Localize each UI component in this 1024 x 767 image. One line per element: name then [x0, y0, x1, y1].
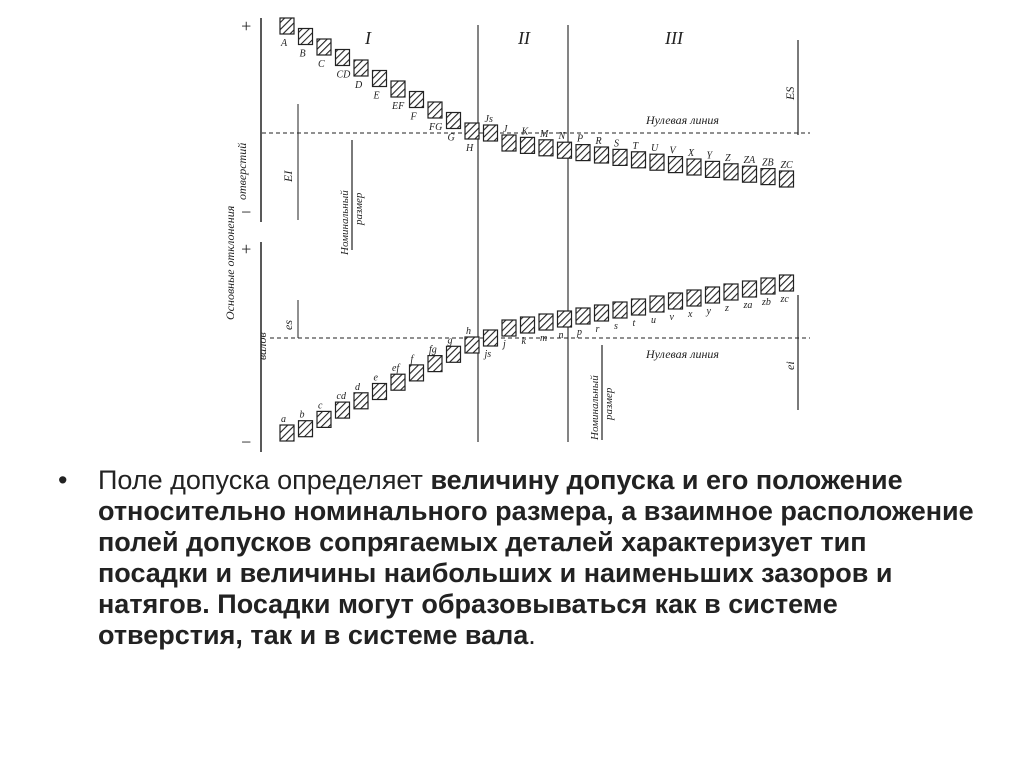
shaft-letter-ef: ef [392, 363, 400, 375]
shaft-letter-p: p [577, 327, 582, 338]
hole-field-n [558, 142, 572, 158]
hole-letter-r: R [595, 136, 602, 147]
shaft-letter-zb: zb [762, 297, 771, 308]
hole-letter-v: V [669, 145, 676, 157]
shaft-field-zb [761, 278, 775, 294]
roman-label-3: III [665, 28, 683, 48]
hole-letter-b: B [299, 48, 306, 60]
hole-letter-y: Y [706, 150, 713, 162]
shaft-field-g [447, 346, 461, 362]
shafts-minus-sign: − [240, 432, 253, 452]
holes-zero-line-label: Нулевая линия [646, 113, 719, 127]
shaft-letter-d: d [355, 381, 360, 393]
hole-field-v [669, 157, 683, 173]
hole-field-k [521, 137, 535, 153]
hole-letter-ef: EF [392, 101, 405, 112]
shaft-letter-y: y [706, 306, 711, 317]
shafts-plus-sign: + [240, 239, 253, 259]
hole-field-js [484, 125, 498, 141]
hole-letter-g: G [447, 132, 455, 144]
shafts-zero-line-label: Нулевая линия [646, 347, 719, 361]
shaft-letter-v: v [669, 312, 674, 323]
hole-letter-zc: ZC [780, 160, 793, 171]
tolerance-fields-diagram [210, 0, 840, 462]
hole-field-c [317, 39, 331, 55]
shaft-letter-r: r [595, 324, 600, 335]
shaft-letter-m: m [540, 333, 548, 344]
hole-field-za [743, 166, 757, 182]
shaft-field-a [280, 425, 294, 441]
hole-letter-a: A [281, 38, 288, 49]
ei-label: ei [783, 361, 797, 370]
hole-letter-u: U [651, 143, 659, 155]
shaft-field-z [724, 284, 738, 300]
shaft-letter-h: h [466, 326, 471, 337]
shaft-letter-j: j [503, 339, 506, 350]
shaft-field-ef [391, 374, 405, 390]
shaft-field-s [613, 302, 627, 318]
hole-field-x [687, 159, 701, 175]
hole-field-cd [336, 50, 350, 66]
holes-plus-sign: + [240, 16, 253, 36]
hole-letter-j: J [503, 124, 508, 135]
shaft-field-n [558, 311, 572, 327]
hole-tolerance-fields [280, 18, 794, 187]
shaft-field-x [687, 290, 701, 306]
shaft-field-js [484, 330, 498, 346]
ES-label: ES [783, 86, 797, 100]
shaft-field-p [576, 308, 590, 324]
hole-letter-za: ZA [743, 155, 756, 167]
roman-label-1: I [365, 28, 371, 48]
shaft-letter-cd: cd [336, 391, 346, 403]
hole-letter-zb: ZB [762, 157, 774, 169]
shaft-field-f [410, 365, 424, 381]
shaft-letter-s: s [614, 321, 618, 332]
hole-field-a [280, 18, 294, 34]
shaft-field-cd [336, 402, 350, 418]
hole-field-j [502, 135, 516, 151]
hole-field-z [724, 164, 738, 180]
shaft-letter-e: e [373, 372, 378, 384]
hole-field-r [595, 147, 609, 163]
hole-field-g [447, 113, 461, 129]
hole-field-zc [780, 171, 794, 187]
shaft-field-t [632, 299, 646, 315]
shaft-field-za [743, 281, 757, 297]
axis-label-holes: отверстий [235, 142, 249, 200]
hole-letter-n: N [558, 131, 566, 143]
hole-letter-m: M [540, 128, 549, 140]
shaft-letter-js: js [484, 349, 492, 360]
shaft-letter-a: a [281, 414, 286, 425]
bullet-text-normal: Поле допуска определяет [98, 465, 431, 495]
hole-letter-x: X [688, 148, 695, 159]
shaft-field-m [539, 314, 553, 330]
shaft-field-k [521, 317, 535, 333]
holes-minus-sign: − [240, 202, 253, 222]
shaft-field-u [650, 296, 664, 312]
EI-label: EI [281, 170, 295, 182]
hole-field-f [410, 92, 424, 108]
shafts-nominal-label-2: размер [603, 387, 615, 420]
diagram-svg [210, 0, 840, 462]
hole-letter-k: K [521, 126, 529, 138]
holes-nominal-label-1: Номинальный [339, 190, 351, 255]
shaft-letter-n: n [558, 330, 564, 341]
hole-letter-e: E [373, 90, 380, 102]
shaft-field-r [595, 305, 609, 321]
hole-letter-cd: CD [336, 69, 351, 81]
hole-field-d [354, 60, 368, 76]
shaft-letter-k: k [521, 336, 526, 347]
shaft-field-d [354, 393, 368, 409]
hole-field-e [373, 71, 387, 87]
hole-letter-d: D [355, 80, 363, 91]
hole-letter-z: Z [725, 152, 731, 164]
hole-field-b [299, 29, 313, 45]
shaft-letter-fg: fg [429, 344, 437, 356]
shaft-letter-f: f [410, 353, 414, 365]
shaft-letter-zc: zc [780, 294, 789, 305]
shaft-field-v [669, 293, 683, 309]
shaft-letter-c: c [318, 400, 323, 412]
shaft-letter-x: x [688, 309, 693, 320]
hole-letter-s: S [614, 138, 619, 150]
bullet-text [98, 465, 978, 651]
hole-field-ef [391, 81, 405, 97]
shaft-letter-t: t [632, 318, 636, 329]
holes-nominal-label-2: размер [353, 192, 365, 225]
bullet-marker: • [58, 465, 68, 495]
shaft-letter-u: u [651, 315, 656, 326]
hole-field-u [650, 154, 664, 170]
shaft-field-j [502, 320, 516, 336]
es-label: es [281, 320, 295, 330]
shaft-field-b [299, 421, 313, 437]
shaft-letter-g: g [447, 335, 453, 347]
shaft-field-e [373, 384, 387, 400]
hole-letter-fg: FG [429, 122, 443, 133]
axis-label-main: Основные отклонения [223, 205, 237, 320]
shaft-letter-b: b [299, 409, 305, 421]
bullet-text-bold: величину допуска и его положение относительно номинального размера, а взаимное расположение полей допусков сопрягаемых деталей характеризует тип посадки и величины наибольших и наименьших зазоров и натягов. Посадки могут образовываться как в системе отверстия, так и в системе вала [98, 465, 974, 650]
shaft-field-zc [780, 275, 794, 291]
hole-letter-p: P [577, 133, 584, 145]
hole-letter-c: C [318, 59, 325, 70]
hole-field-fg [428, 102, 442, 118]
shaft-field-h [465, 337, 479, 353]
hole-field-h [465, 123, 479, 139]
hole-field-p [576, 145, 590, 161]
shafts-nominal-label-1: Номинальный [589, 375, 601, 440]
shaft-letter-z: z [725, 303, 729, 314]
roman-label-2: II [518, 28, 530, 48]
axis-label-shafts: валов [255, 332, 269, 360]
hole-field-y [706, 161, 720, 177]
hole-field-zb [761, 169, 775, 185]
hole-field-m [539, 140, 553, 156]
hole-letter-f: F [410, 111, 417, 123]
shaft-field-c [317, 411, 331, 427]
bullet-text-end: . [528, 620, 536, 650]
shaft-letter-za: za [743, 300, 753, 311]
hole-field-s [613, 149, 627, 165]
shaft-field-y [706, 287, 720, 303]
hole-letter-h: H [466, 143, 474, 154]
hole-field-t [632, 152, 646, 168]
hole-letter-js: Js [484, 114, 493, 125]
shaft-field-fg [428, 356, 442, 372]
hole-letter-t: T [632, 140, 639, 152]
